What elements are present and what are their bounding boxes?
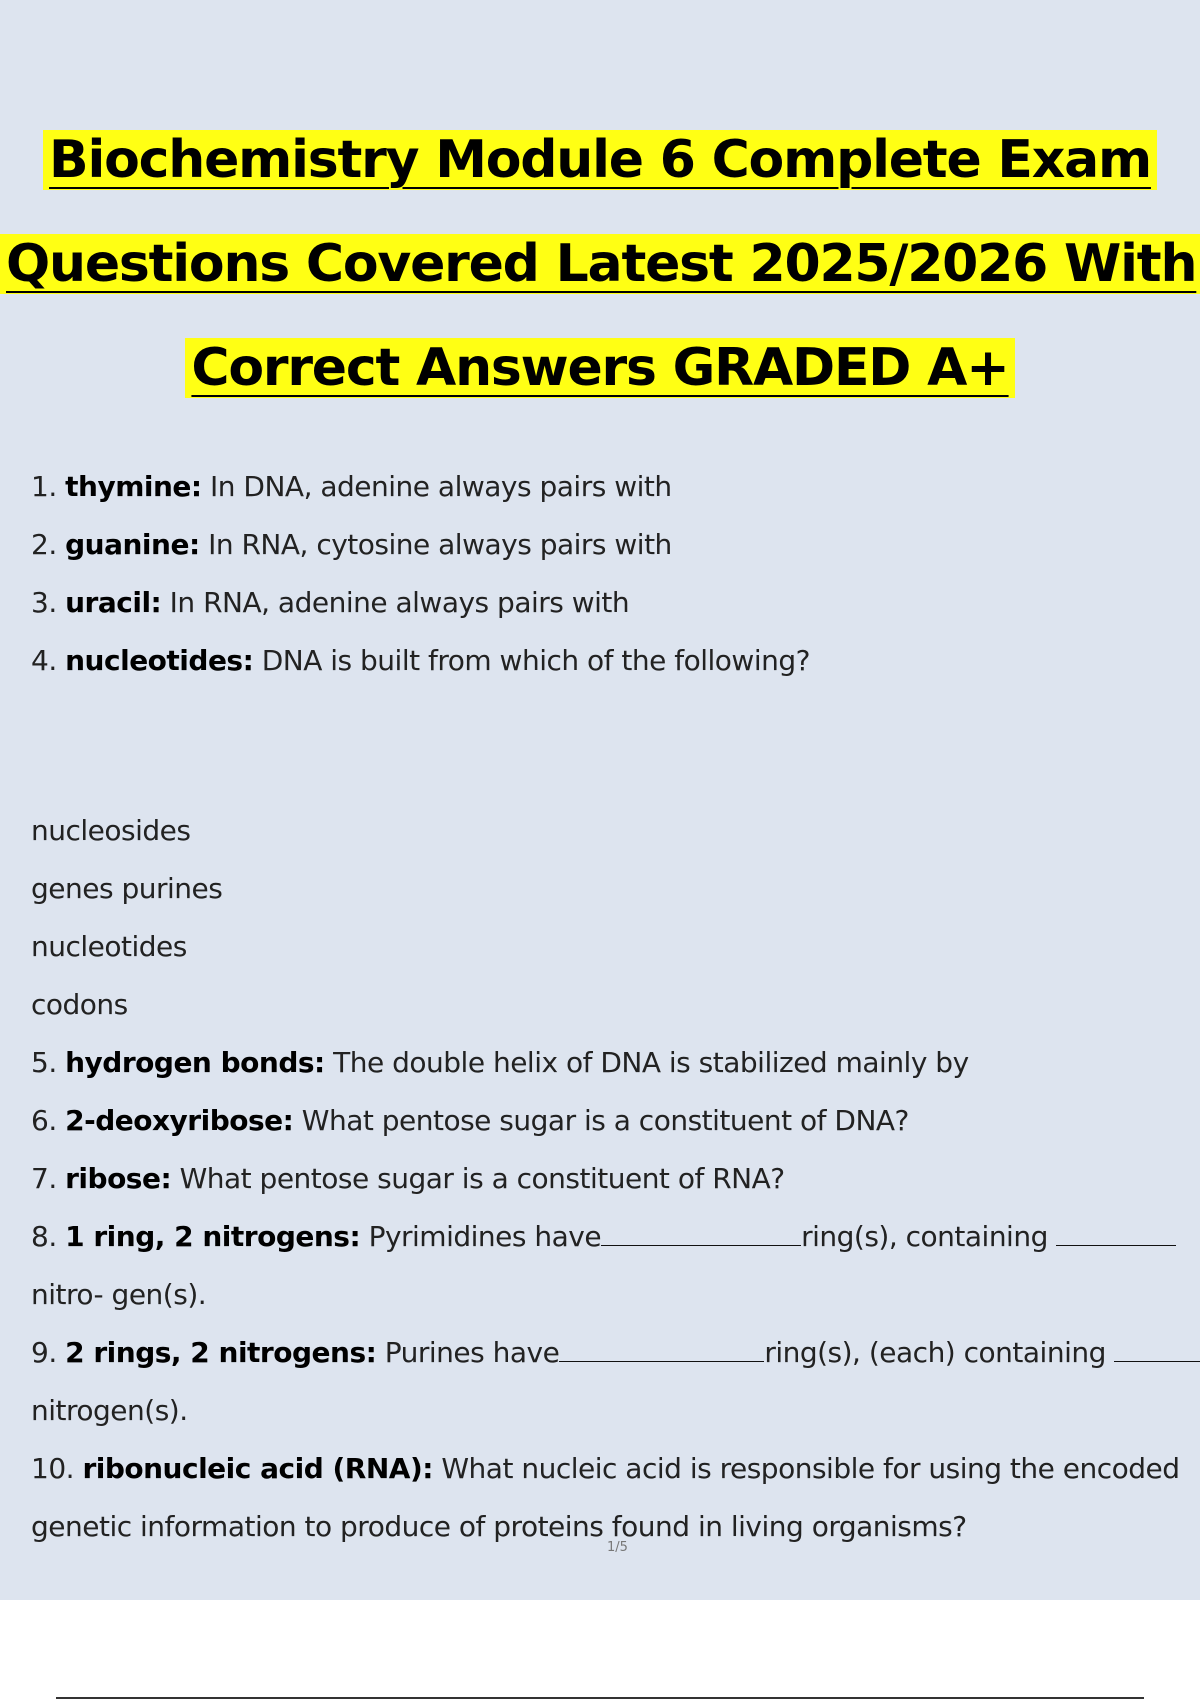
answer-option: nucleosides xyxy=(31,814,191,847)
answer-option: codons xyxy=(31,988,128,1021)
answer-term: uracil: xyxy=(65,586,162,619)
answer-term: 1 ring, 2 nitrogens: xyxy=(65,1220,361,1253)
question-text: ring(s), containing xyxy=(801,1220,1048,1253)
question-number: 1. xyxy=(31,470,57,503)
question-item xyxy=(31,516,1200,574)
question-number: 8. xyxy=(31,1220,57,1253)
question-number: 9. xyxy=(31,1336,57,1369)
answer-term: hydrogen bonds: xyxy=(65,1046,325,1079)
question-number: 6. xyxy=(31,1104,57,1137)
answer-term: 2 rings, 2 nitrogens: xyxy=(65,1336,377,1369)
question-text: In DNA, adenine always pairs with xyxy=(210,470,672,503)
fill-in-blank xyxy=(559,1335,764,1362)
spacer xyxy=(31,690,1200,802)
title-line xyxy=(0,316,1200,420)
question-text: What pentose sugar is a constituent of RNA? xyxy=(179,1162,785,1195)
question-text: What nucleic acid is responsible for using the encoded xyxy=(441,1452,1180,1485)
page-number: 1/5 xyxy=(607,1540,628,1555)
title-line xyxy=(0,108,1200,212)
question-item xyxy=(31,574,1200,632)
question-text: In RNA, cytosine always pairs with xyxy=(208,528,672,561)
answer-term: 2-deoxyribose: xyxy=(65,1104,294,1137)
fill-in-blank xyxy=(1056,1219,1176,1246)
question-item xyxy=(31,458,1200,516)
fill-in-blank xyxy=(1114,1335,1200,1362)
question-item xyxy=(31,632,1200,690)
answer-term: ribonucleic acid (RNA): xyxy=(82,1452,433,1485)
question-item xyxy=(31,1324,1200,1382)
question-number: 10. xyxy=(31,1452,75,1485)
fill-in-blank xyxy=(601,1219,801,1246)
question-number: 3. xyxy=(31,586,57,619)
question-text: Purines have xyxy=(384,1336,560,1369)
question-item xyxy=(31,1034,1200,1092)
question-item xyxy=(31,1150,1200,1208)
question-item xyxy=(31,1440,1200,1498)
question-number: 2. xyxy=(31,528,57,561)
question-item xyxy=(31,1092,1200,1150)
question-text: Pyrimidines have xyxy=(368,1220,602,1253)
question-text: The double helix of DNA is stabilized mainly by xyxy=(333,1046,969,1079)
question-text: In RNA, adenine always pairs with xyxy=(169,586,630,619)
question-number: 5. xyxy=(31,1046,57,1079)
answer-term: ribose: xyxy=(65,1162,172,1195)
answer-option: genes purines xyxy=(31,872,223,905)
document-title xyxy=(0,108,1200,420)
footer-divider xyxy=(56,1697,1144,1699)
question-number: 7. xyxy=(31,1162,57,1195)
question-list xyxy=(31,458,1200,1556)
question-text: What pentose sugar is a constituent of DNA? xyxy=(301,1104,909,1137)
question-continuation: nitrogen(s). xyxy=(31,1394,188,1427)
title-highlight: Questions Covered Latest 2025/2026 With xyxy=(0,234,1200,294)
question-text: ring(s), (each) containing xyxy=(764,1336,1106,1369)
question-continuation: nitro- gen(s). xyxy=(31,1278,207,1311)
title-line xyxy=(0,212,1200,316)
question-number: 4. xyxy=(31,644,57,677)
answer-term: guanine: xyxy=(65,528,200,561)
answer-option: nucleotides xyxy=(31,930,187,963)
answer-term: nucleotides: xyxy=(65,644,254,677)
title-highlight: Correct Answers GRADED A+ xyxy=(185,338,1014,398)
answer-term: thymine: xyxy=(65,470,202,503)
question-text: DNA is built from which of the following? xyxy=(261,644,810,677)
question-item xyxy=(31,1208,1200,1266)
question-continuation: genetic information to produce of proteins found in living organisms? xyxy=(31,1510,967,1543)
title-highlight: Biochemistry Module 6 Complete Exam xyxy=(43,130,1157,190)
